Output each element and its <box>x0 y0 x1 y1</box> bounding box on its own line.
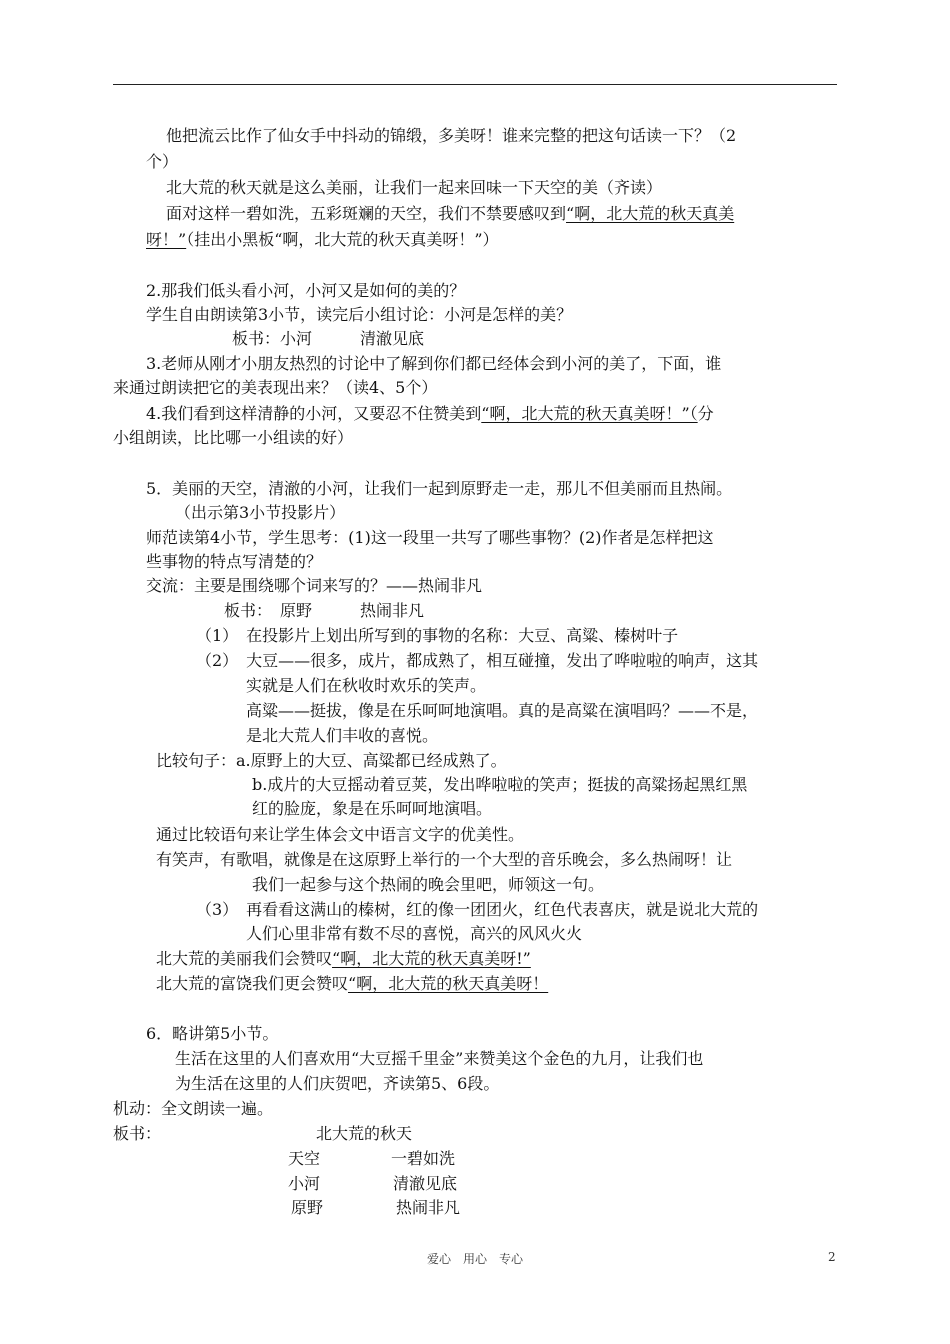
blackboard-item: 小河 <box>288 1174 321 1193</box>
text-segment: 北大荒的富饶我们更会赞叹 <box>156 974 349 993</box>
header-rule <box>113 84 837 85</box>
text-line: 机动：全文朗读一遍。 <box>113 1099 274 1118</box>
text-segment: （挂出小黑板“啊，北大荒的秋天真美呀！”） <box>186 230 499 249</box>
text-line: 比较句子：a.原野上的大豆、高粱都已经成熟了。 <box>156 751 507 770</box>
text-line: 为生活在这里的人们庆贺吧，齐读第5、6段。 <box>175 1074 500 1093</box>
text-line: 2.那我们低头看小河，小河又是如何的美的？ <box>146 281 466 300</box>
blackboard-note: 板书：小河 清澈见底 <box>232 329 425 348</box>
text-segment: 分 <box>697 404 714 423</box>
text-line: （2） 大豆——很多，成片，都成熟了，相互碰撞，发出了哗啦啦的响声，这其 <box>196 651 759 670</box>
text-segment: 面对这样一碧如洗，五彩斑斓的天空，我们不禁要感叹到 <box>166 204 567 223</box>
text-line: 3.老师从刚才小朋友热烈的讨论中了解到你们都已经体会到小河的美了，下面，谁 <box>146 354 722 373</box>
text-line: 北大荒的秋天就是这么美丽，让我们一起来回味一下天空的美（齐读） <box>166 178 663 197</box>
text-line: 他把流云比作了仙女手中抖动的锦缎，多美呀！谁来完整的把这句话读一下？（2 <box>166 126 737 145</box>
underlined-quote: “啊，北大荒的秋天真美呀!” <box>332 949 531 968</box>
text-line: b.成片的大豆摇动着豆荚，发出哗啦啦的笑声；挺拔的高粱扬起黑红黑 <box>252 775 748 794</box>
text-line: 是北大荒人们丰收的喜悦。 <box>246 726 439 745</box>
underlined-quote: “啊，北大荒的秋天真美呀！ <box>348 974 549 993</box>
blackboard-item: 天空 <box>288 1149 321 1168</box>
underlined-quote: 呀！” <box>146 230 187 249</box>
text-line: 人们心里非常有数不尽的喜悦，高兴的风风火火 <box>246 924 583 943</box>
text-line: 5．美丽的天空，清澈的小河，让我们一起到原野走一走，那儿不但美丽而且热闹。 <box>146 479 733 498</box>
text-line: 有笑声，有歌唱，就像是在这原野上举行的一个大型的音乐晚会，多么热闹呀！让 <box>156 850 733 869</box>
text-line: 小组朗读，比比哪一小组读的好） <box>113 428 354 447</box>
text-line: 学生自由朗读第3小节，读完后小组讨论：小河是怎样的美？ <box>146 305 573 324</box>
text-line <box>156 948 531 970</box>
blackboard-item: 一碧如洗 <box>391 1149 456 1168</box>
underlined-quote: “啊，北大荒的秋天真美 <box>566 204 735 223</box>
blackboard-label: 板书： <box>113 1124 162 1143</box>
blackboard-item: 热闹非凡 <box>396 1198 461 1217</box>
text-line <box>166 203 734 225</box>
text-line: 通过比较语句来让学生体会文中语言文字的优美性。 <box>156 825 525 844</box>
text-line: （3） 再看看这满山的榛树，红的像一团团火，红色代表喜庆，就是说北大荒的 <box>196 900 759 919</box>
text-line: 来通过朗读把它的美表现出来？（读4、5个） <box>113 378 438 397</box>
text-line: 些事物的特点写清楚的？ <box>146 552 323 571</box>
page-number: 2 <box>828 1250 836 1264</box>
blackboard-item: 清澈见底 <box>393 1174 458 1193</box>
text-line <box>146 403 714 425</box>
text-line: （出示第3小节投影片） <box>175 503 346 522</box>
blackboard-note: 板书： 原野 热闹非凡 <box>224 601 425 620</box>
text-line: 红的脸庞，象是在乐呵呵地演唱。 <box>252 799 493 818</box>
text-line: （1） 在投影片上划出所写到的事物的名称：大豆、高粱、榛树叶子 <box>196 626 679 645</box>
text-segment: 北大荒的美丽我们会赞叹 <box>156 949 333 968</box>
text-line: 交流：主要是围绕哪个词来写的？——热闹非凡 <box>146 576 483 595</box>
text-line: 高粱——挺拔，像是在乐呵呵地演唱。真的是高粱在演唱吗？——不是， <box>246 701 759 720</box>
page-footer: 爱心 用心 专心 <box>426 1252 523 1266</box>
text-segment: 4.我们看到这样清静的小河，又要忍不住赞美到 <box>146 404 482 423</box>
text-line: 实就是人们在秋收时欢乐的笑声。 <box>246 676 487 695</box>
text-line: 我们一起参与这个热闹的晚会里吧，师领这一句。 <box>252 875 605 894</box>
text-line: 个） <box>146 152 179 171</box>
text-line <box>146 229 499 251</box>
blackboard-item: 原野 <box>291 1198 324 1217</box>
text-line: 生活在这里的人们喜欢用“大豆摇千里金”来赞美这个金色的九月，让我们也 <box>175 1049 704 1068</box>
text-line <box>156 973 548 995</box>
text-line: 6．略讲第5小节。 <box>146 1024 279 1043</box>
text-line: 师范读第4小节，学生思考：(1)这一段里一共写了哪些事物？(2)作者是怎样把这 <box>146 528 714 547</box>
underlined-quote: “啊，北大荒的秋天真美呀！”（ <box>481 404 698 423</box>
blackboard-title: 北大荒的秋天 <box>316 1124 413 1143</box>
